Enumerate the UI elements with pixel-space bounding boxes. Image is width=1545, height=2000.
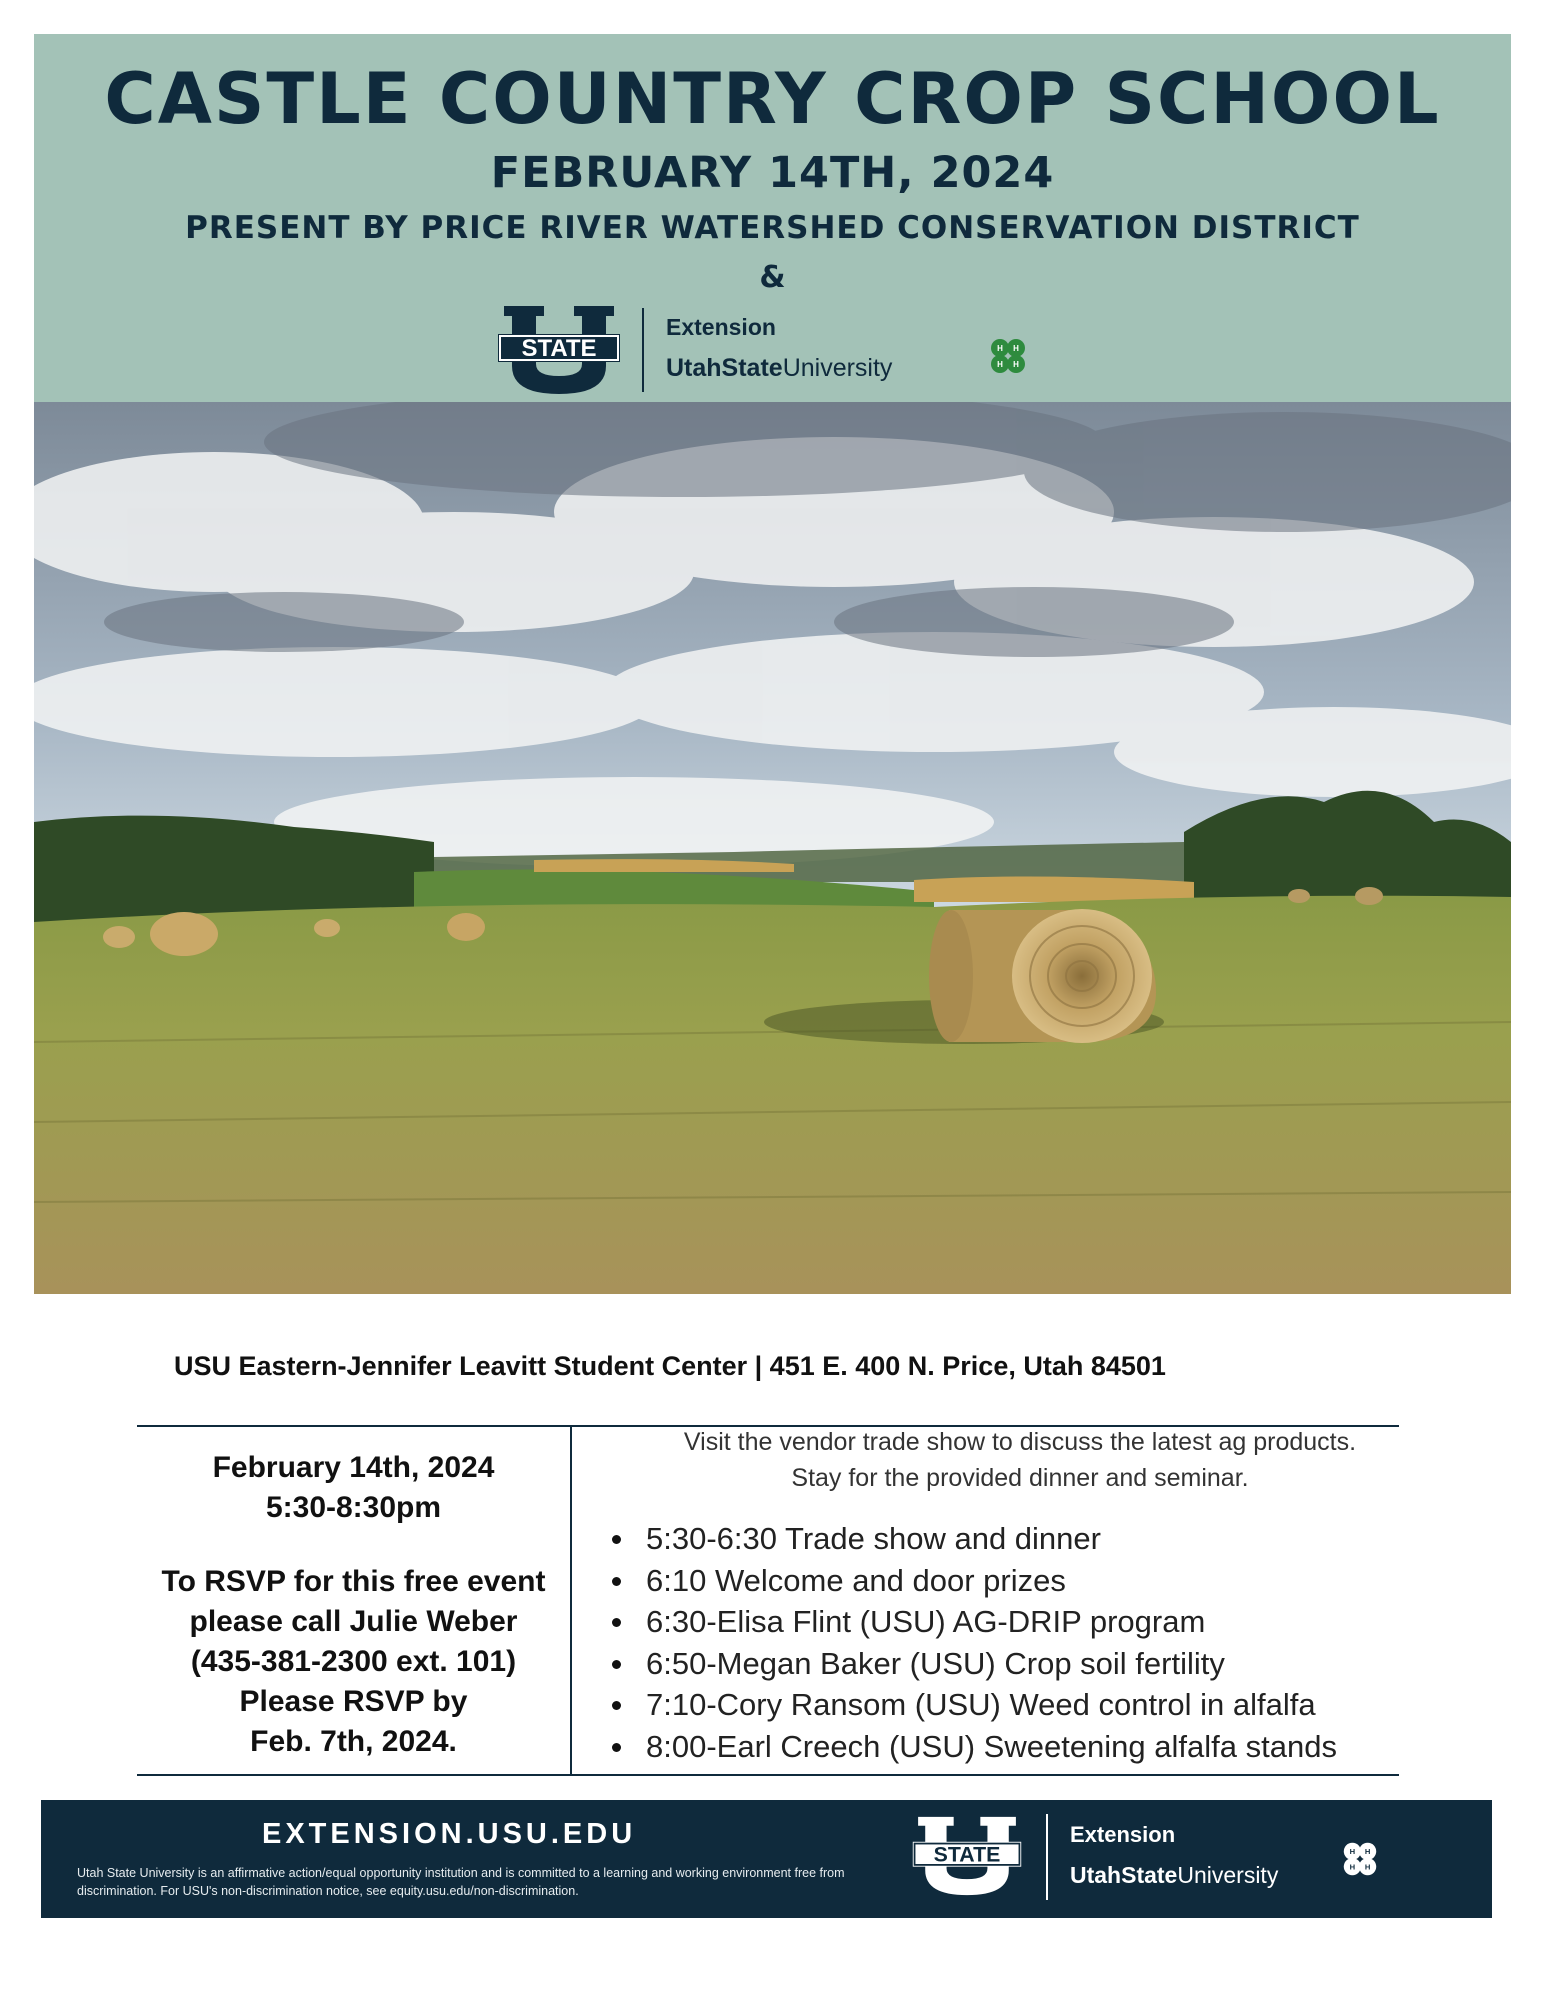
usu-state-logo-icon xyxy=(496,304,622,396)
table-bottom-rule xyxy=(137,1774,1399,1776)
event-date-heading: FEBRUARY 14TH, 2024 xyxy=(490,148,1055,198)
venue-address: USU Eastern-Jennifer Leavitt Student Center | 451 E. 400 N. Price, Utah 84501 xyxy=(174,1351,1166,1381)
ampersand: & xyxy=(759,260,786,295)
list-item: 8:00-Earl Creech (USU) Sweetening alfalfa stands xyxy=(600,1726,1337,1768)
4-h-clover-icon xyxy=(1339,1838,1381,1880)
extension-label: Extension xyxy=(1070,1822,1176,1847)
event-intro xyxy=(580,1424,1460,1496)
schedule-list xyxy=(600,1518,1337,1767)
extension-label: Extension xyxy=(666,314,776,340)
event-date: February 14th, 2024 xyxy=(212,1451,495,1484)
intro-line: Stay for the provided dinner and seminar. xyxy=(791,1464,1249,1492)
svg-text:H: H xyxy=(997,360,1003,369)
hay-field-photo xyxy=(34,402,1511,1294)
list-item: 6:50-Megan Baker (USU) Crop soil fertility xyxy=(600,1643,1337,1685)
rsvp-phone: (435-381-2300 ext. 101) xyxy=(190,1645,517,1678)
event-details xyxy=(137,1448,570,1762)
university-name: UtahStateUniversity xyxy=(666,354,893,382)
svg-text:H: H xyxy=(1364,1862,1371,1872)
svg-text:H: H xyxy=(1364,1847,1371,1857)
header-banner xyxy=(34,34,1511,402)
rsvp-deadline: Feb. 7th, 2024. xyxy=(250,1725,457,1758)
rsvp-line: Please RSVP by xyxy=(239,1685,468,1718)
usu-state-logo-icon xyxy=(911,1812,1023,1900)
extension-website-link[interactable]: EXTENSION.USU.EDU xyxy=(262,1818,637,1850)
logo-divider xyxy=(642,308,644,392)
logo-divider xyxy=(1046,1814,1048,1900)
svg-text:H: H xyxy=(1013,360,1019,369)
svg-text:H: H xyxy=(1349,1847,1356,1857)
table-column-divider xyxy=(570,1425,572,1775)
intro-line: Visit the vendor trade show to discuss the latest ag products. xyxy=(683,1428,1357,1456)
logo-mark-text: STATE xyxy=(933,1842,1001,1867)
rsvp-line: To RSVP for this free event xyxy=(161,1565,546,1598)
svg-text:H: H xyxy=(997,344,1003,353)
rsvp-line: please call Julie Weber xyxy=(189,1605,518,1638)
non-discrimination-notice: Utah State University is an affirmative action/equal opportunity institution and is committed to a learning and working environment free from discrimination. For USU's non-discrimination notice, see equity.usu.edu/non-discrimination. xyxy=(77,1866,845,1898)
svg-text:H: H xyxy=(1013,344,1019,353)
footer-bar xyxy=(41,1800,1492,1918)
presenter-line: PRESENT BY PRICE RIVER WATERSHED CONSERVATION DISTRICT xyxy=(185,210,1360,246)
list-item: 5:30-6:30 Trade show and dinner xyxy=(600,1518,1337,1560)
4-h-clover-icon xyxy=(986,334,1030,378)
event-time: 5:30-8:30pm xyxy=(265,1491,442,1524)
logo-mark-text: STATE xyxy=(521,335,597,362)
list-item: 7:10-Cory Ransom (USU) Weed control in alfalfa xyxy=(600,1684,1337,1726)
university-name: UtahStateUniversity xyxy=(1070,1862,1279,1888)
list-item: 6:30-Elisa Flint (USU) AG-DRIP program xyxy=(600,1601,1337,1643)
list-item: 6:10 Welcome and door prizes xyxy=(600,1560,1337,1602)
event-title: CASTLE COUNTRY CROP SCHOOL xyxy=(104,58,1441,140)
svg-text:H: H xyxy=(1349,1862,1356,1872)
